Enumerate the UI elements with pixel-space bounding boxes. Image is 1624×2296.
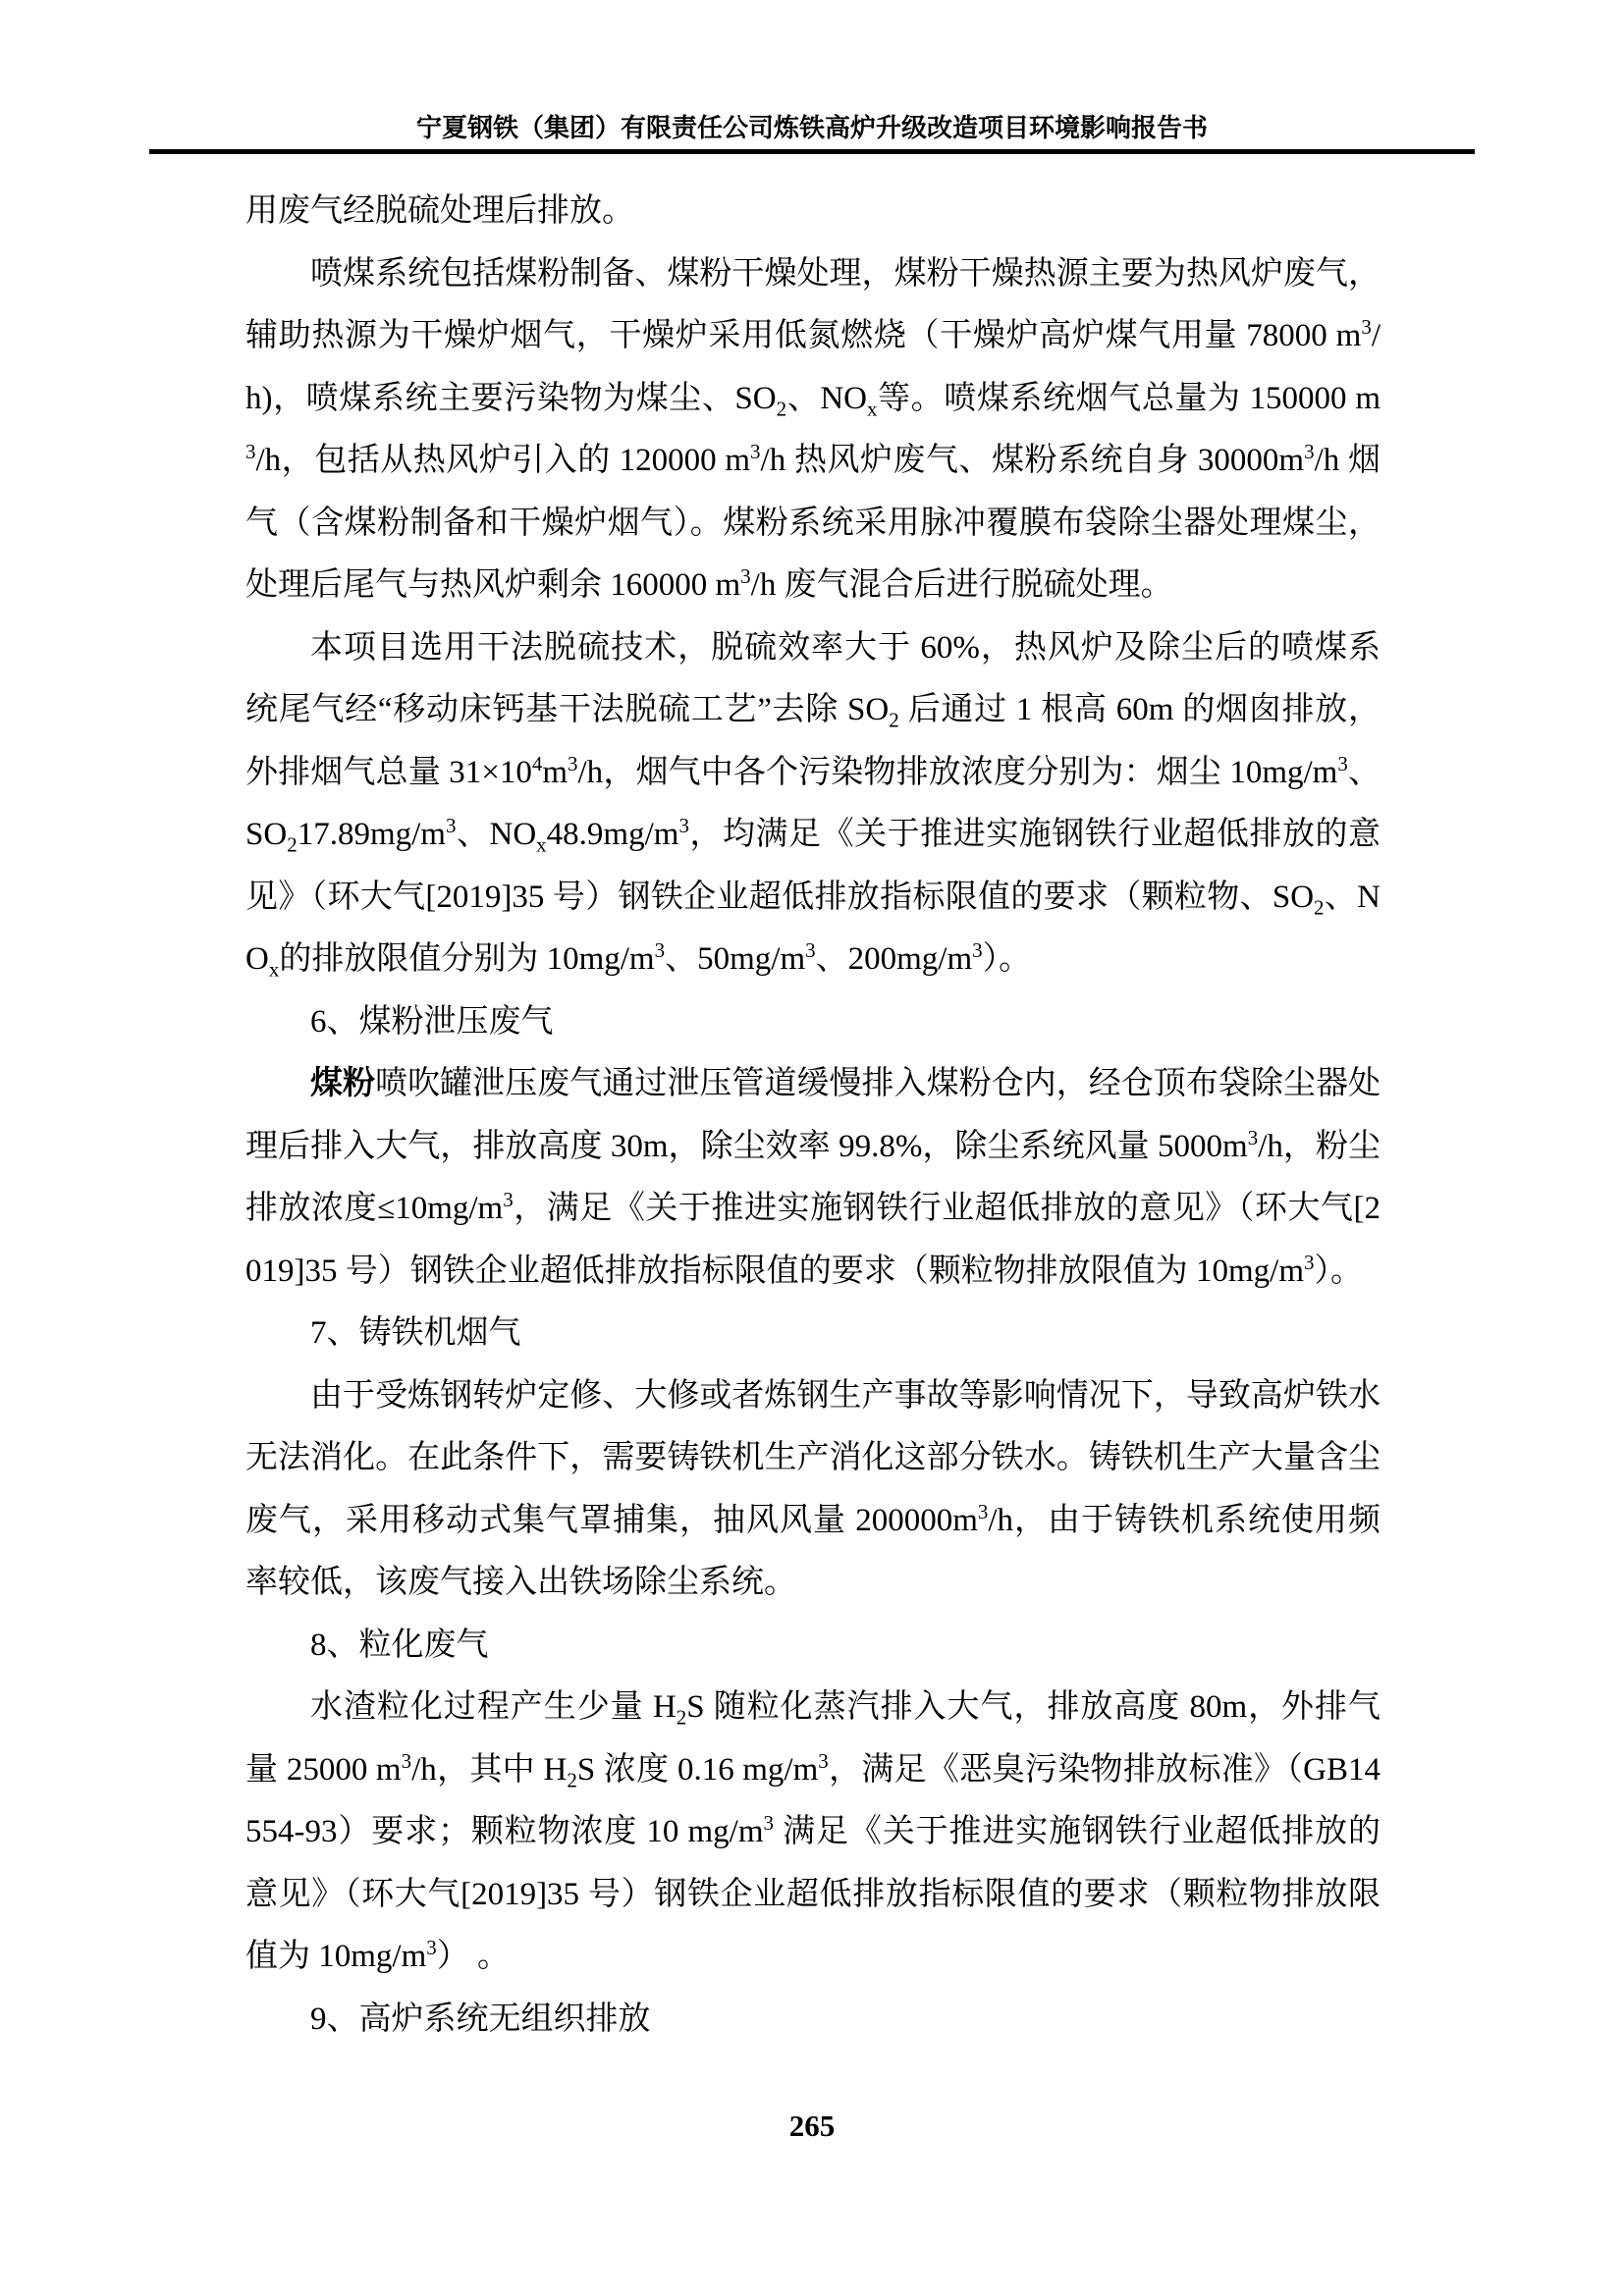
text-run: ，满足《关于推进实施钢铁行业超低排放的意见》（环大气[2019]35 号）钢铁企业超低排放指标限值的要求（颗粒物排放限值为 10mg/m xyxy=(245,1191,1380,1289)
text-run: ）。 xyxy=(982,941,1032,977)
superscript: 4 xyxy=(531,751,543,775)
text-run: /h 热风炉废气、煤粉系统自身 30000m xyxy=(760,443,1305,478)
superscript: 3 xyxy=(763,1811,774,1835)
text-run: 本项目选用干法脱硫技术，脱硫效率大于 60%，热风炉及除尘后的喷煤系统尾气经“移动床钙基干法脱硫工艺”去除 SO xyxy=(245,629,1380,727)
text-run: 后通过 1 根高 60m 的烟囱排放，外排烟气总量 31×10 xyxy=(245,692,1380,790)
text-run: 9、高炉系统无组织排放 xyxy=(310,2001,651,2037)
text-run: ，均满足《关于推进实施钢铁行业超低排放的意见》（环大气[2019]35 号）钢铁企业超低排放指标限值的要求（颗粒物、SO xyxy=(245,817,1380,915)
superscript: 3 xyxy=(678,814,689,837)
superscript: 3 xyxy=(503,1188,514,1211)
text-run: S 浓度 0.16 mg/m xyxy=(576,1751,819,1788)
text-run: 的排放限值分别为 10mg/m xyxy=(279,941,655,977)
text-run: 喷煤系统包括煤粉制备、煤粉干燥处理，煤粉干燥热源主要为热风炉废气，辅助热源为干燥炉烟气，干燥炉采用低氮燃烧（干燥炉高炉煤气用量 78000 m xyxy=(245,255,1380,353)
text-run: 48.9mg/m xyxy=(546,817,679,852)
paragraph xyxy=(245,617,1380,991)
section-heading xyxy=(245,1615,1380,1678)
superscript: 3 xyxy=(1361,315,1372,339)
text-run: ）。 xyxy=(1314,1253,1363,1289)
document-body xyxy=(245,181,1380,2051)
superscript: 3 xyxy=(1337,751,1348,775)
text-run: 17.89mg/m xyxy=(297,817,446,852)
text-run: 6、煤粉泄压废气 xyxy=(310,1003,554,1040)
text-run: 等。喷煤系统烟气总量为 150000 m xyxy=(877,380,1380,416)
text-run: 满足《关于推进实施钢铁行业超低排放的意见》（环大气[2019]35 号）钢铁企业超低排放指标限值的要求（颗粒物排放限值为 10mg/m xyxy=(245,1814,1380,1974)
text-run: /h)，喷煤系统主要污染物为煤尘、SO xyxy=(245,318,1380,416)
text-run: 水渣粒化过程产生少量 H xyxy=(310,1689,677,1725)
text-run: 8、粒化废气 xyxy=(310,1627,489,1663)
superscript: 3 xyxy=(445,814,457,837)
text-run: 、NO xyxy=(245,879,1380,977)
subscript: 2 xyxy=(776,397,787,421)
text-run: 、NO xyxy=(786,380,867,416)
superscript: 3 xyxy=(818,1748,829,1773)
superscript: 3 xyxy=(972,938,983,962)
subscript: 2 xyxy=(567,1768,577,1792)
paragraph xyxy=(245,181,1380,243)
superscript: 3 xyxy=(740,564,751,588)
superscript: 3 xyxy=(1304,440,1315,463)
subscript: 2 xyxy=(676,1705,687,1730)
text-run: /h，其中 H xyxy=(411,1751,568,1788)
paragraph xyxy=(245,1053,1380,1303)
text-run: /h，烟气中各个污染物排放浓度分别为：烟尘 10mg/m xyxy=(577,754,1338,790)
text-run: 用废气经脱硫处理后排放。 xyxy=(245,193,634,229)
paragraph xyxy=(245,243,1380,617)
page-number: 265 xyxy=(788,2109,836,2143)
subscript: 2 xyxy=(889,708,899,732)
text-run: S 随粒化蒸汽排入大气，排放高度 80m，外排气量 25000 m xyxy=(245,1689,1380,1788)
paragraph xyxy=(245,1365,1380,1615)
text-run: 喷吹罐泄压废气通过泄压管道缓慢排入煤粉仓内，经仓顶布袋除尘器处理后排入大气，排放高度 30m，除尘效率 99.8%，除尘系统风量 5000m xyxy=(245,1066,1380,1164)
subscript: x xyxy=(268,957,280,982)
text-run: 、200mg/m xyxy=(815,941,973,977)
paragraph xyxy=(245,1677,1380,1989)
page-header-title: 宁夏钢铁（集团）有限责任公司炼铁高炉升级改造项目环境影响报告书 xyxy=(415,114,1208,142)
text-run: 、SO xyxy=(245,754,1380,852)
text-run: /h，包括从热风炉引入的 120000 m xyxy=(255,443,751,478)
section-heading xyxy=(245,1303,1380,1365)
superscript: 3 xyxy=(977,1499,989,1523)
text-run: ，满足《恶臭污染物排放标准》（GB14554-93）要求；颗粒物浓度 10 mg/m xyxy=(245,1751,1381,1849)
text-run: 、NO xyxy=(456,817,537,852)
subscript: 2 xyxy=(1314,895,1325,920)
superscript: 3 xyxy=(401,1748,412,1773)
subscript: x xyxy=(536,832,547,857)
section-heading xyxy=(245,1989,1380,2052)
superscript: 3 xyxy=(805,938,816,962)
superscript: 3 xyxy=(245,440,256,463)
superscript: 3 xyxy=(1304,1250,1315,1274)
text-run: /h 废气混合后进行脱硫处理。 xyxy=(750,567,1173,603)
superscript: 3 xyxy=(426,1936,437,1959)
subscript: 2 xyxy=(287,832,298,857)
superscript: 3 xyxy=(750,440,761,463)
section-heading xyxy=(245,991,1380,1054)
text-run: 由于受炼钢转炉定修、大修或者炼钢生产事故等影响情况下，导致高炉铁水无法消化。在此条件下，需要铸铁机生产消化这部分铁水。铸铁机生产大量含尘废气，采用移动式集气罩捕集，抽风风量 200000m xyxy=(245,1377,1380,1538)
superscript: 3 xyxy=(654,938,666,962)
text-run: 7、铸铁机烟气 xyxy=(310,1315,521,1351)
text-run: /h，粉尘排放浓度≤10mg/m xyxy=(245,1128,1381,1226)
superscript: 3 xyxy=(1247,1125,1259,1149)
text-run: /h 烟气（含煤粉制备和干燥炉烟气）。煤粉系统采用脉冲覆膜布袋除尘器处理煤尘，处理后尾气与热风炉剩余 160000 m xyxy=(245,443,1381,603)
text-run: m xyxy=(542,754,568,790)
superscript: 3 xyxy=(568,751,578,775)
text-run: /h，由于铸铁机系统使用频率较低，该废气接入出铁场除尘系统。 xyxy=(245,1502,1380,1600)
text-run: 、50mg/m xyxy=(665,941,806,977)
text-run: ） 。 xyxy=(436,1939,511,1974)
text-run: 煤粉 xyxy=(310,1066,376,1101)
subscript: x xyxy=(866,397,878,421)
header-rule xyxy=(149,149,1475,154)
